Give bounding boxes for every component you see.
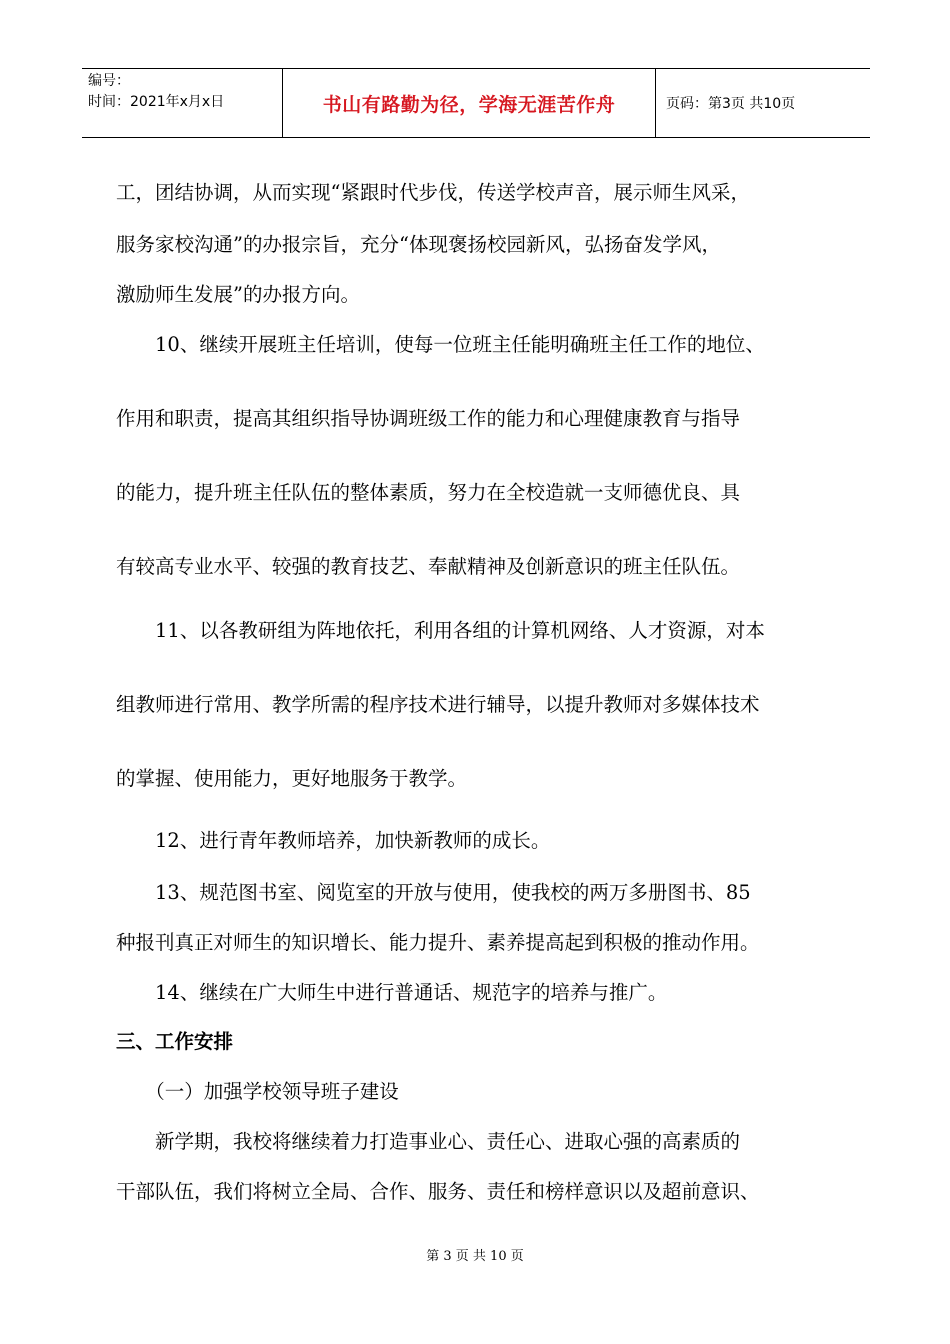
header-number: 编号： bbox=[88, 73, 130, 89]
header-time: 时间：2021年x月x日 bbox=[88, 94, 225, 110]
text-line: 新学期，我校将继续着力打造事业心、责任心、进取心强的高素质的 bbox=[116, 1130, 741, 1153]
text-line: 服务家校沟通”的办报宗旨，充分“体现褒扬校园新风，弘扬奋发学风， bbox=[116, 233, 721, 256]
text-line: 有较高专业水平、较强的教育技艺、奉献精神及创新意识的班主任队伍。 bbox=[116, 555, 741, 578]
text-line: 的掌握、使用能力，更好地服务于教学。 bbox=[116, 767, 468, 790]
text-line: 激励师生发展”的办报方向。 bbox=[116, 283, 360, 306]
text-line: 工，团结协调，从而实现“紧跟时代步伐，传送学校声音，展示师生风采， bbox=[116, 181, 750, 204]
section-heading: 三、工作安排 bbox=[116, 1030, 234, 1053]
header-motto: 书山有路勤为径，学海无涯苦作舟 bbox=[282, 69, 656, 137]
page-header bbox=[82, 68, 870, 138]
text-line: 14、继续在广大师生中进行普通话、规范字的培养与推广。 bbox=[116, 981, 668, 1004]
page-footer: 第 3 页 共 10 页 bbox=[426, 1249, 524, 1264]
text-line: 干部队伍，我们将树立全局、合作、服务、责任和榜样意识以及超前意识、 bbox=[116, 1180, 760, 1203]
text-line: 10、继续开展班主任培训，使每一位班主任能明确班主任工作的地位、 bbox=[116, 333, 765, 356]
text-line: 的能力，提升班主任队伍的整体素质，努力在全校造就一支师德优良、具 bbox=[116, 481, 741, 504]
text-line: 12、进行青年教师培养，加快新教师的成长。 bbox=[116, 829, 551, 852]
text-line: 13、规范图书室、阅览室的开放与使用，使我校的两万多册图书、85 bbox=[116, 881, 751, 904]
text-line: 组教师进行常用、教学所需的程序技术进行辅导，以提升教师对多媒体技术 bbox=[116, 693, 760, 716]
text-line: 种报刊真正对师生的知识增长、能力提升、素养提高起到积极的推动作用。 bbox=[116, 931, 760, 954]
subsection-heading: （一）加强学校领导班子建设 bbox=[116, 1080, 399, 1103]
header-meta bbox=[82, 69, 282, 137]
header-page-number: 页码：第3页 共10页 bbox=[666, 96, 796, 112]
text-line: 11、以各教研组为阵地依托，利用各组的计算机网络、人才资源，对本 bbox=[116, 619, 765, 642]
text-line: 作用和职责，提高其组织指导协调班级工作的能力和心理健康教育与指导 bbox=[116, 407, 741, 430]
